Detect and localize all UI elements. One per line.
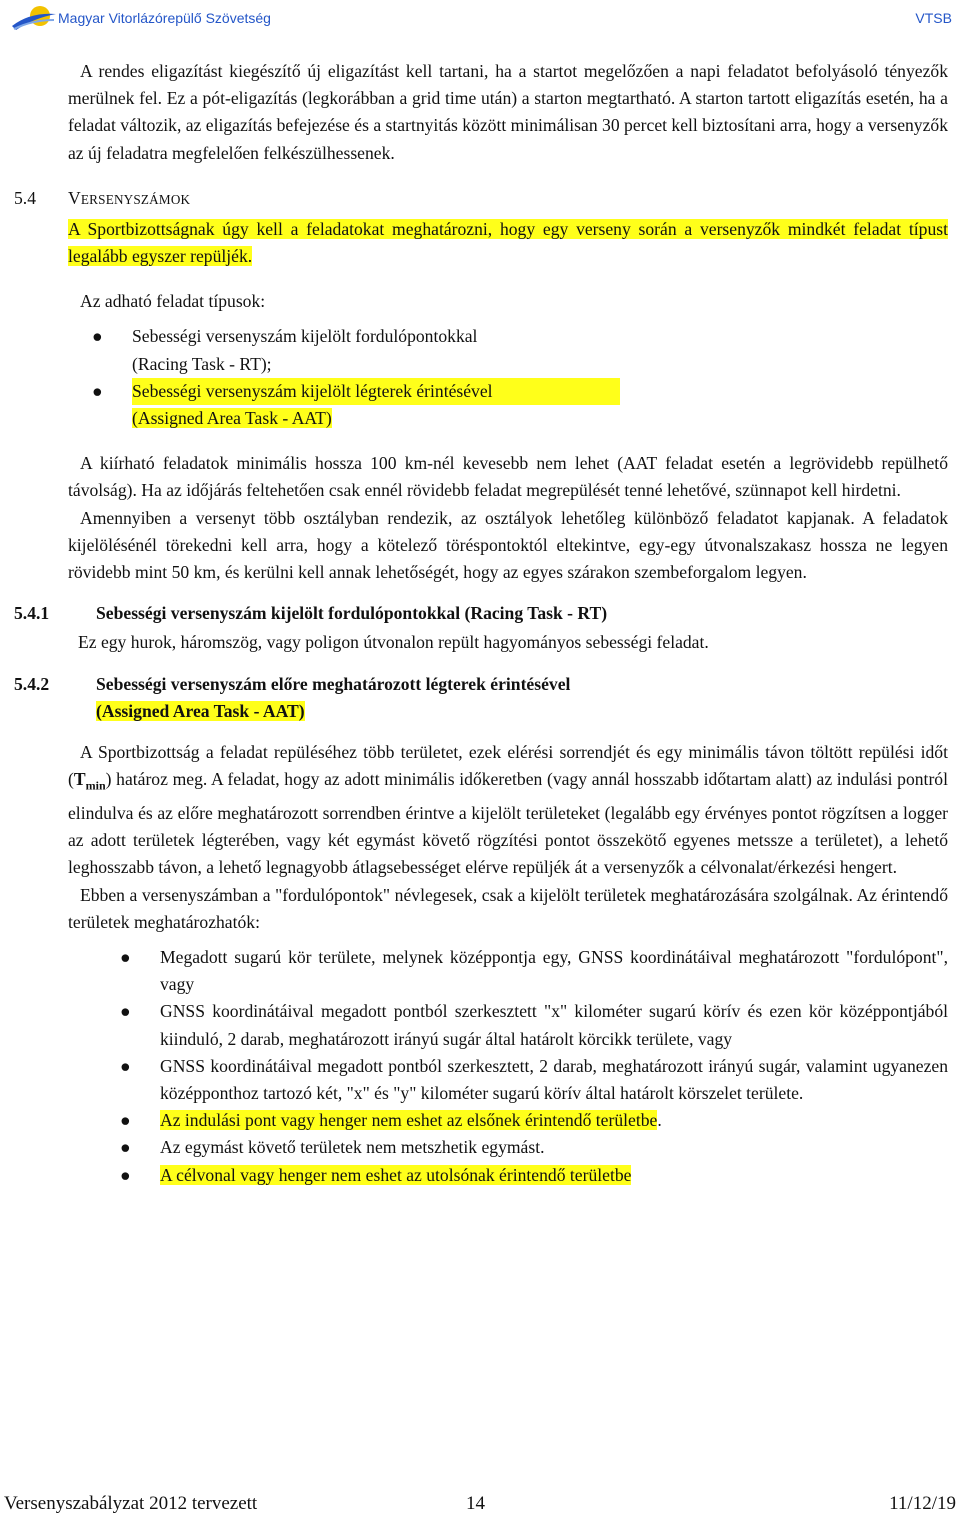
- minimum-length-paragraph: A kiírható feladatok minimális hossza 100 km-nél kevesebb nem lehet (AAT feladat esetén a legrövidebb repülhető távolság). Ha az időjárás feltehetően csak ennél rövidebb feladat megrepülését tenné lehetővé, szünnapot kell hirdetni.: [68, 453, 948, 501]
- list-item: ● GNSS koordinátáival megadott pontból szerkesztett "x" kilométer sugarú körív és ezen kör középpontjából kiinduló, 2 darab, meghatározott irányú sugár által határolt körcikk területe, vagy: [68, 998, 948, 1052]
- subsection-title-line2: (Assigned Area Task - AAT): [96, 700, 305, 721]
- classes-paragraph: Amennyiben a versenyt több osztályban rendezik, az osztályok lehetőleg különböző feladatot kapjanak. A feladatok kijelölésénél törekedni kell arra, hogy a kötelező töréspontoktól eltekintve, egy-egy útvonalszakasz hossza ne legyen rövidebb mint 50 km, és kerülni kell annak lehetőségét, hogy az egyes szárakon szembeforgalom legyen.: [68, 507, 948, 583]
- task-types-intro: Az adható feladat típusok:: [80, 291, 266, 312]
- section-number: 5.4: [14, 187, 36, 208]
- document-body: [14, 58, 948, 1189]
- header-abbreviation: VTSB: [915, 10, 952, 26]
- subsection-number: 5.4.1: [14, 603, 50, 624]
- document-title: Versenyszabályzat 2012 tervezett: [4, 1493, 258, 1514]
- bullet-icon: ●: [120, 1137, 131, 1158]
- document-date: 11/12/19: [889, 1493, 956, 1514]
- bullet-icon: ●: [120, 947, 131, 967]
- area-definitions-list: [68, 944, 948, 1189]
- subsection-heading-542: [14, 671, 948, 725]
- subsection-heading-541: [14, 600, 948, 627]
- bullet-icon: ●: [120, 1164, 131, 1185]
- list-item: ● Az egymást követő területek nem metszhetik egymást.: [68, 1134, 948, 1161]
- glider-logo-icon: [10, 2, 58, 36]
- bullet-icon: ●: [92, 326, 103, 347]
- bullet-icon: ●: [120, 1001, 131, 1022]
- section-heading: [14, 185, 948, 212]
- subsection-title: Sebességi versenyszám kijelölt fordulópontokkal (Racing Task - RT): [96, 603, 608, 624]
- subsection-number: 5.4.2: [14, 673, 50, 694]
- bullet-icon: ●: [92, 380, 103, 401]
- list-item: ● Megadott sugarú kör területe, melynek középpontja egy, GNSS koordinátáival meghatározott "fordulópont", vagy: [68, 944, 948, 998]
- list-item: ● Az indulási pont vagy henger nem eshet az elsőnek érintendő területbe.: [68, 1107, 948, 1134]
- task-types-list: [68, 323, 948, 432]
- racing-task-description: Ez egy hurok, háromszög, vagy poligon útvonalon repült hagyományos sebességi feladat.: [78, 632, 709, 653]
- bullet-icon: ●: [120, 1110, 131, 1131]
- organization-name: Magyar Vitorlázórepülő Szövetség: [58, 10, 271, 26]
- bullet-icon: ●: [120, 1055, 131, 1076]
- turnpoints-paragraph: Ebben a versenyszámban a "fordulópontok" névlegesek, csak a kijelölt területek meghatározására szolgálnak. Az érintendő területek meghatározhatók:: [68, 884, 948, 932]
- list-item: ● A célvonal vagy henger nem eshet az utolsónak érintendő területbe: [68, 1162, 948, 1189]
- section-title: VERSENYSZÁMOK: [68, 187, 191, 208]
- page-number: 14: [466, 1493, 485, 1514]
- briefing-paragraph: A rendes eligazítást kiegészítő új eligazítást kell tartani, ha a startot megelőzően a napi feladatot befolyásoló tényezők merülnek fel. Ez a pót-eligazítás (legkorábban a grid time után) a starton megtartható. A starton tartott eligazítás esetén, ha a feladat változik, az eligazítás befejezése és a startnyitás között minimálisan 30 percet kell biztosítani arra, hogy a versenyzők az új feladatra megfelelően felkészülhessenek.: [68, 61, 948, 163]
- subsection-title: Sebességi versenyszám előre meghatározott légterek érintésével: [96, 673, 571, 694]
- list-item: ● GNSS koordinátáival megadott pontból szerkesztett, 2 darab, meghatározott irányú sugár, valamint ugyanezen középponthoz tartozó két, "x" és "y" kilométer sugarú körív által határolt körszelet területe.: [68, 1053, 948, 1107]
- page-header: [0, 0, 960, 38]
- list-item: ● Sebességi versenyszám kijelölt fordulópontokkal (Racing Task - RT);: [68, 323, 948, 377]
- aat-description-paragraph: A Sportbizottság a feladat repüléséhez több területet, ezek elérési sorrendjét és egy minimális távon töltött repülési időt $(T_{min})$ határoz meg. A feladat, hogy az adott minimális időkeretben (vagy annál hosszabb időtartam alatt) az indulási pontról elindulva és az előre meghatározott sorrendben érintve a kijelölt területeket (legalább egy érvényes pontot rögzítsen a logger az adott területek légterében, vagy két egymást követő rögzítési pontot összekötő egyenes metssze a területet), a lehető leghosszabb távon, a lehető legnagyobb átlagsebességet elérve repüljék át a versenyzők a célvonalat/érkezési hengert.: [68, 742, 948, 878]
- highlighted-requirement: A Sportbizottságnak úgy kell a feladatokat meghatározni, hogy egy verseny során a versenyzők mindkét feladat típust legalább egyszer repüljék.: [68, 218, 948, 267]
- list-item: ● Sebességi versenyszám kijelölt légterek érintésével (Assigned Area Task - AAT): [68, 378, 948, 432]
